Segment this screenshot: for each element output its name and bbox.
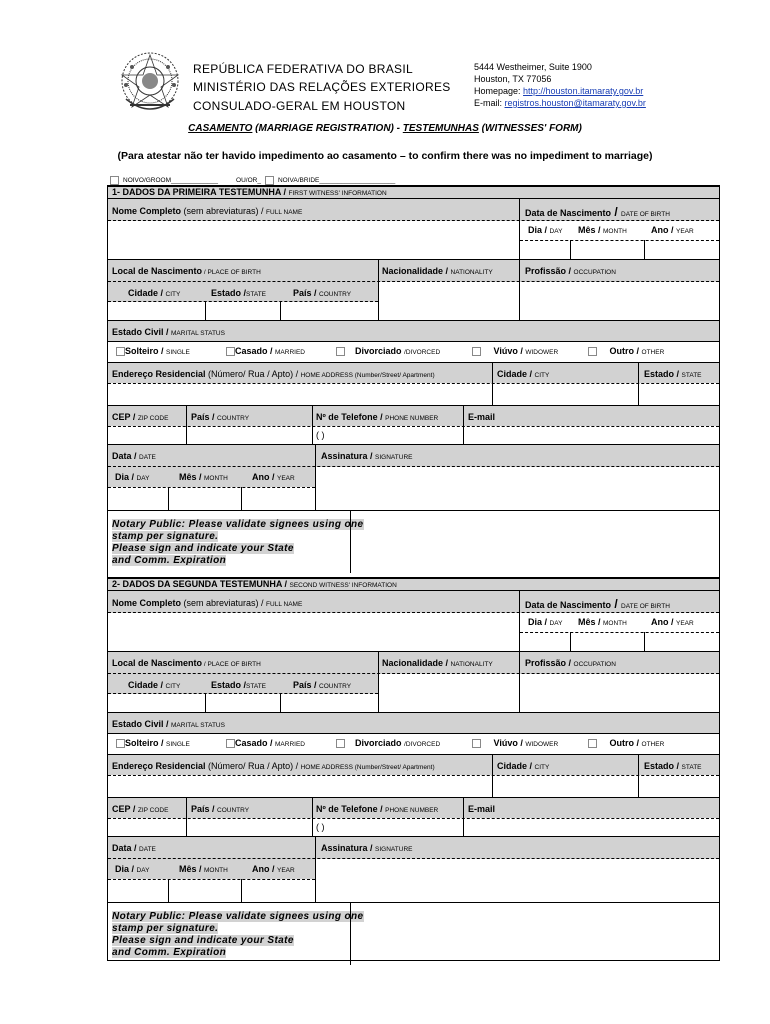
w1-nationality-label: Nacionalidade / NATIONALITY xyxy=(382,266,493,276)
consulate-address-line1: 5444 Westheimer, Suite 1900 xyxy=(474,62,592,72)
w2-notary-stamp-area[interactable] xyxy=(353,905,717,962)
w2-date-label: Data / DATE xyxy=(112,843,156,853)
w1-country-label: País / COUNTRY xyxy=(191,412,250,422)
w2-nationality-label: Nacionalidade / NATIONALITY xyxy=(382,658,493,668)
w1-signature-input[interactable] xyxy=(318,469,716,507)
w2-birth-date-label: Data de Nascimento / DATE OF BIRTH xyxy=(525,597,670,611)
w2-sign-day-label: Dia / DAY xyxy=(115,864,150,874)
w2-home-state-label: Estado / STATE xyxy=(644,761,702,771)
w2-sign-month-label: Mês / MONTH xyxy=(179,864,228,874)
w2-email-label: E-mail xyxy=(468,804,496,814)
w2-single-option[interactable]: Solteiro / SINGLE xyxy=(116,738,190,748)
w1-birth-place-label: Local de Nascimento / PLACE OF BIRTH xyxy=(112,266,261,276)
w2-full-name-input[interactable] xyxy=(110,615,515,649)
brazil-coat-of-arms-icon xyxy=(112,47,188,123)
w2-country-label: País / COUNTRY xyxy=(191,804,250,814)
w2-other-option[interactable]: Outro / OTHER xyxy=(588,738,664,748)
w2-home-address-label: Endereço Residencial (Número/ Rua / Apto) / HOME ADDRESS (Number/Street/ Apartment) xyxy=(112,761,435,771)
w1-section-title: 1- DADOS DA PRIMEIRA TESTEMUNHA / FIRST WITNESS' INFORMATION xyxy=(112,187,387,197)
w1-birth-date-label: Data de Nascimento / DATE OF BIRTH xyxy=(525,205,670,219)
header-ministry: MINISTÉRIO DAS RELAÇÕES EXTERIORES xyxy=(193,80,451,94)
first-witness-section xyxy=(107,185,720,578)
w1-birth-city-label: Cidade / CITY xyxy=(128,288,181,298)
w1-other-option[interactable]: Outro / OTHER xyxy=(588,346,664,356)
w1-sign-year-label: Ano / YEAR xyxy=(252,472,295,482)
w2-birth-city-label: Cidade / CITY xyxy=(128,680,181,690)
header-republic: REPÚBLICA FEDERATIVA DO BRASIL xyxy=(193,62,413,76)
w2-birth-state-label: Estado /STATE xyxy=(211,680,266,690)
w2-marital-status-label: Estado Civil / MARITAL STATUS xyxy=(112,719,225,729)
w1-home-state-label: Estado / STATE xyxy=(644,369,702,379)
w1-date-label: Data / DATE xyxy=(112,451,156,461)
w2-birth-place-label: Local de Nascimento / PLACE OF BIRTH xyxy=(112,658,261,668)
w1-home-address-label: Endereço Residencial (Número/ Rua / Apto) / HOME ADDRESS (Number/Street/ Apartment) xyxy=(112,369,435,379)
groom-checkbox[interactable] xyxy=(110,176,119,185)
bride-checkbox[interactable] xyxy=(265,176,274,185)
w1-birth-year-label: Ano / YEAR xyxy=(651,225,694,235)
w1-phone-label: Nº de Telefone / PHONE NUMBER xyxy=(316,412,439,422)
w2-birth-year-label: Ano / YEAR xyxy=(651,617,694,627)
w1-notary-stamp-area[interactable] xyxy=(353,513,717,570)
w1-home-city-label: Cidade / CITY xyxy=(497,369,550,379)
email-link[interactable]: registros.houston@itamaraty.gov.br xyxy=(504,98,646,108)
w2-married-option[interactable]: Casado / MARRIED xyxy=(226,738,305,748)
w2-birth-month-label: Mês / MONTH xyxy=(578,617,627,627)
w1-full-name-label: Nome Completo (sem abreviaturas) / FULL NAME xyxy=(112,206,303,216)
w1-email-label: E-mail xyxy=(468,412,496,422)
w1-signature-label: Assinatura / SIGNATURE xyxy=(321,451,413,461)
w1-single-option[interactable]: Solteiro / SINGLE xyxy=(116,346,190,356)
w1-divorced-option[interactable]: Divorciado /DIVORCED xyxy=(336,346,440,356)
w1-occupation-label: Profissão / OCCUPATION xyxy=(525,266,616,276)
w2-phone-area-code[interactable]: ( ) xyxy=(316,822,325,832)
w2-phone-label: Nº de Telefone / PHONE NUMBER xyxy=(316,804,439,814)
w1-widower-option[interactable]: Viúvo / WIDOWER xyxy=(472,346,558,356)
w2-sign-year-label: Ano / YEAR xyxy=(252,864,295,874)
w2-signature-input[interactable] xyxy=(318,861,716,899)
w1-married-option[interactable]: Casado / MARRIED xyxy=(226,346,305,356)
w2-signature-label: Assinatura / SIGNATURE xyxy=(321,843,413,853)
w2-zip-code-label: CEP / ZIP CODE xyxy=(112,804,169,814)
second-witness-section xyxy=(107,577,720,961)
w2-section-title: 2- DADOS DA SEGUNDA TESTEMUNHA / SECOND WITNESS' INFORMATION xyxy=(112,579,397,589)
w2-birth-country-label: País / COUNTRY xyxy=(293,680,352,690)
header-consulate: CONSULADO-GERAL EM HOUSTON xyxy=(193,99,406,113)
w1-marital-status-label: Estado Civil / MARITAL STATUS xyxy=(112,327,225,337)
consulate-address-line2: Houston, TX 77056 xyxy=(474,74,552,84)
w1-zip-code-label: CEP / ZIP CODE xyxy=(112,412,169,422)
w1-birth-state-label: Estado /STATE xyxy=(211,288,266,298)
w2-home-city-label: Cidade / CITY xyxy=(497,761,550,771)
w1-full-name-input[interactable] xyxy=(110,223,515,257)
consulate-email: E-mail: registros.houston@itamaraty.gov.br xyxy=(474,98,646,108)
w1-phone-area-code[interactable]: ( ) xyxy=(316,430,325,440)
consulate-homepage: Homepage: http://houston.itamaraty.gov.br xyxy=(474,86,644,96)
form-subtitle: (Para atestar não ter havido impedimento ao casamento – to confirm there was no impediment to marriage) xyxy=(117,150,653,162)
form-title: CASAMENTO (MARRIAGE REGISTRATION) - TESTEMUNHAS (WITNESSES' FORM) xyxy=(188,123,582,134)
w2-divorced-option[interactable]: Divorciado /DIVORCED xyxy=(336,738,440,748)
w2-full-name-label: Nome Completo (sem abreviaturas) / FULL NAME xyxy=(112,598,303,608)
w2-notary-instructions: Notary Public: Please validate signees using one stamp per signature. Please sign and indicate your State and Comm. Expiration xyxy=(112,911,364,958)
w1-sign-day-label: Dia / DAY xyxy=(115,472,150,482)
w2-widower-option[interactable]: Viúvo / WIDOWER xyxy=(472,738,558,748)
w1-birth-day-label: Dia / DAY xyxy=(528,225,563,235)
groom-bride-line: NOIVO/GROOM_____________ OU/OR_ NOIVA/BRIDE_____________________ xyxy=(110,176,395,185)
w1-birth-month-label: Mês / MONTH xyxy=(578,225,627,235)
w1-notary-instructions: Notary Public: Please validate signees using one stamp per signature. Please sign and indicate your State and Comm. Expiration xyxy=(112,519,364,566)
w2-birth-day-label: Dia / DAY xyxy=(528,617,563,627)
w1-sign-month-label: Mês / MONTH xyxy=(179,472,228,482)
w1-birth-country-label: País / COUNTRY xyxy=(293,288,352,298)
homepage-link[interactable]: http://houston.itamaraty.gov.br xyxy=(523,86,644,96)
w2-occupation-label: Profissão / OCCUPATION xyxy=(525,658,616,668)
